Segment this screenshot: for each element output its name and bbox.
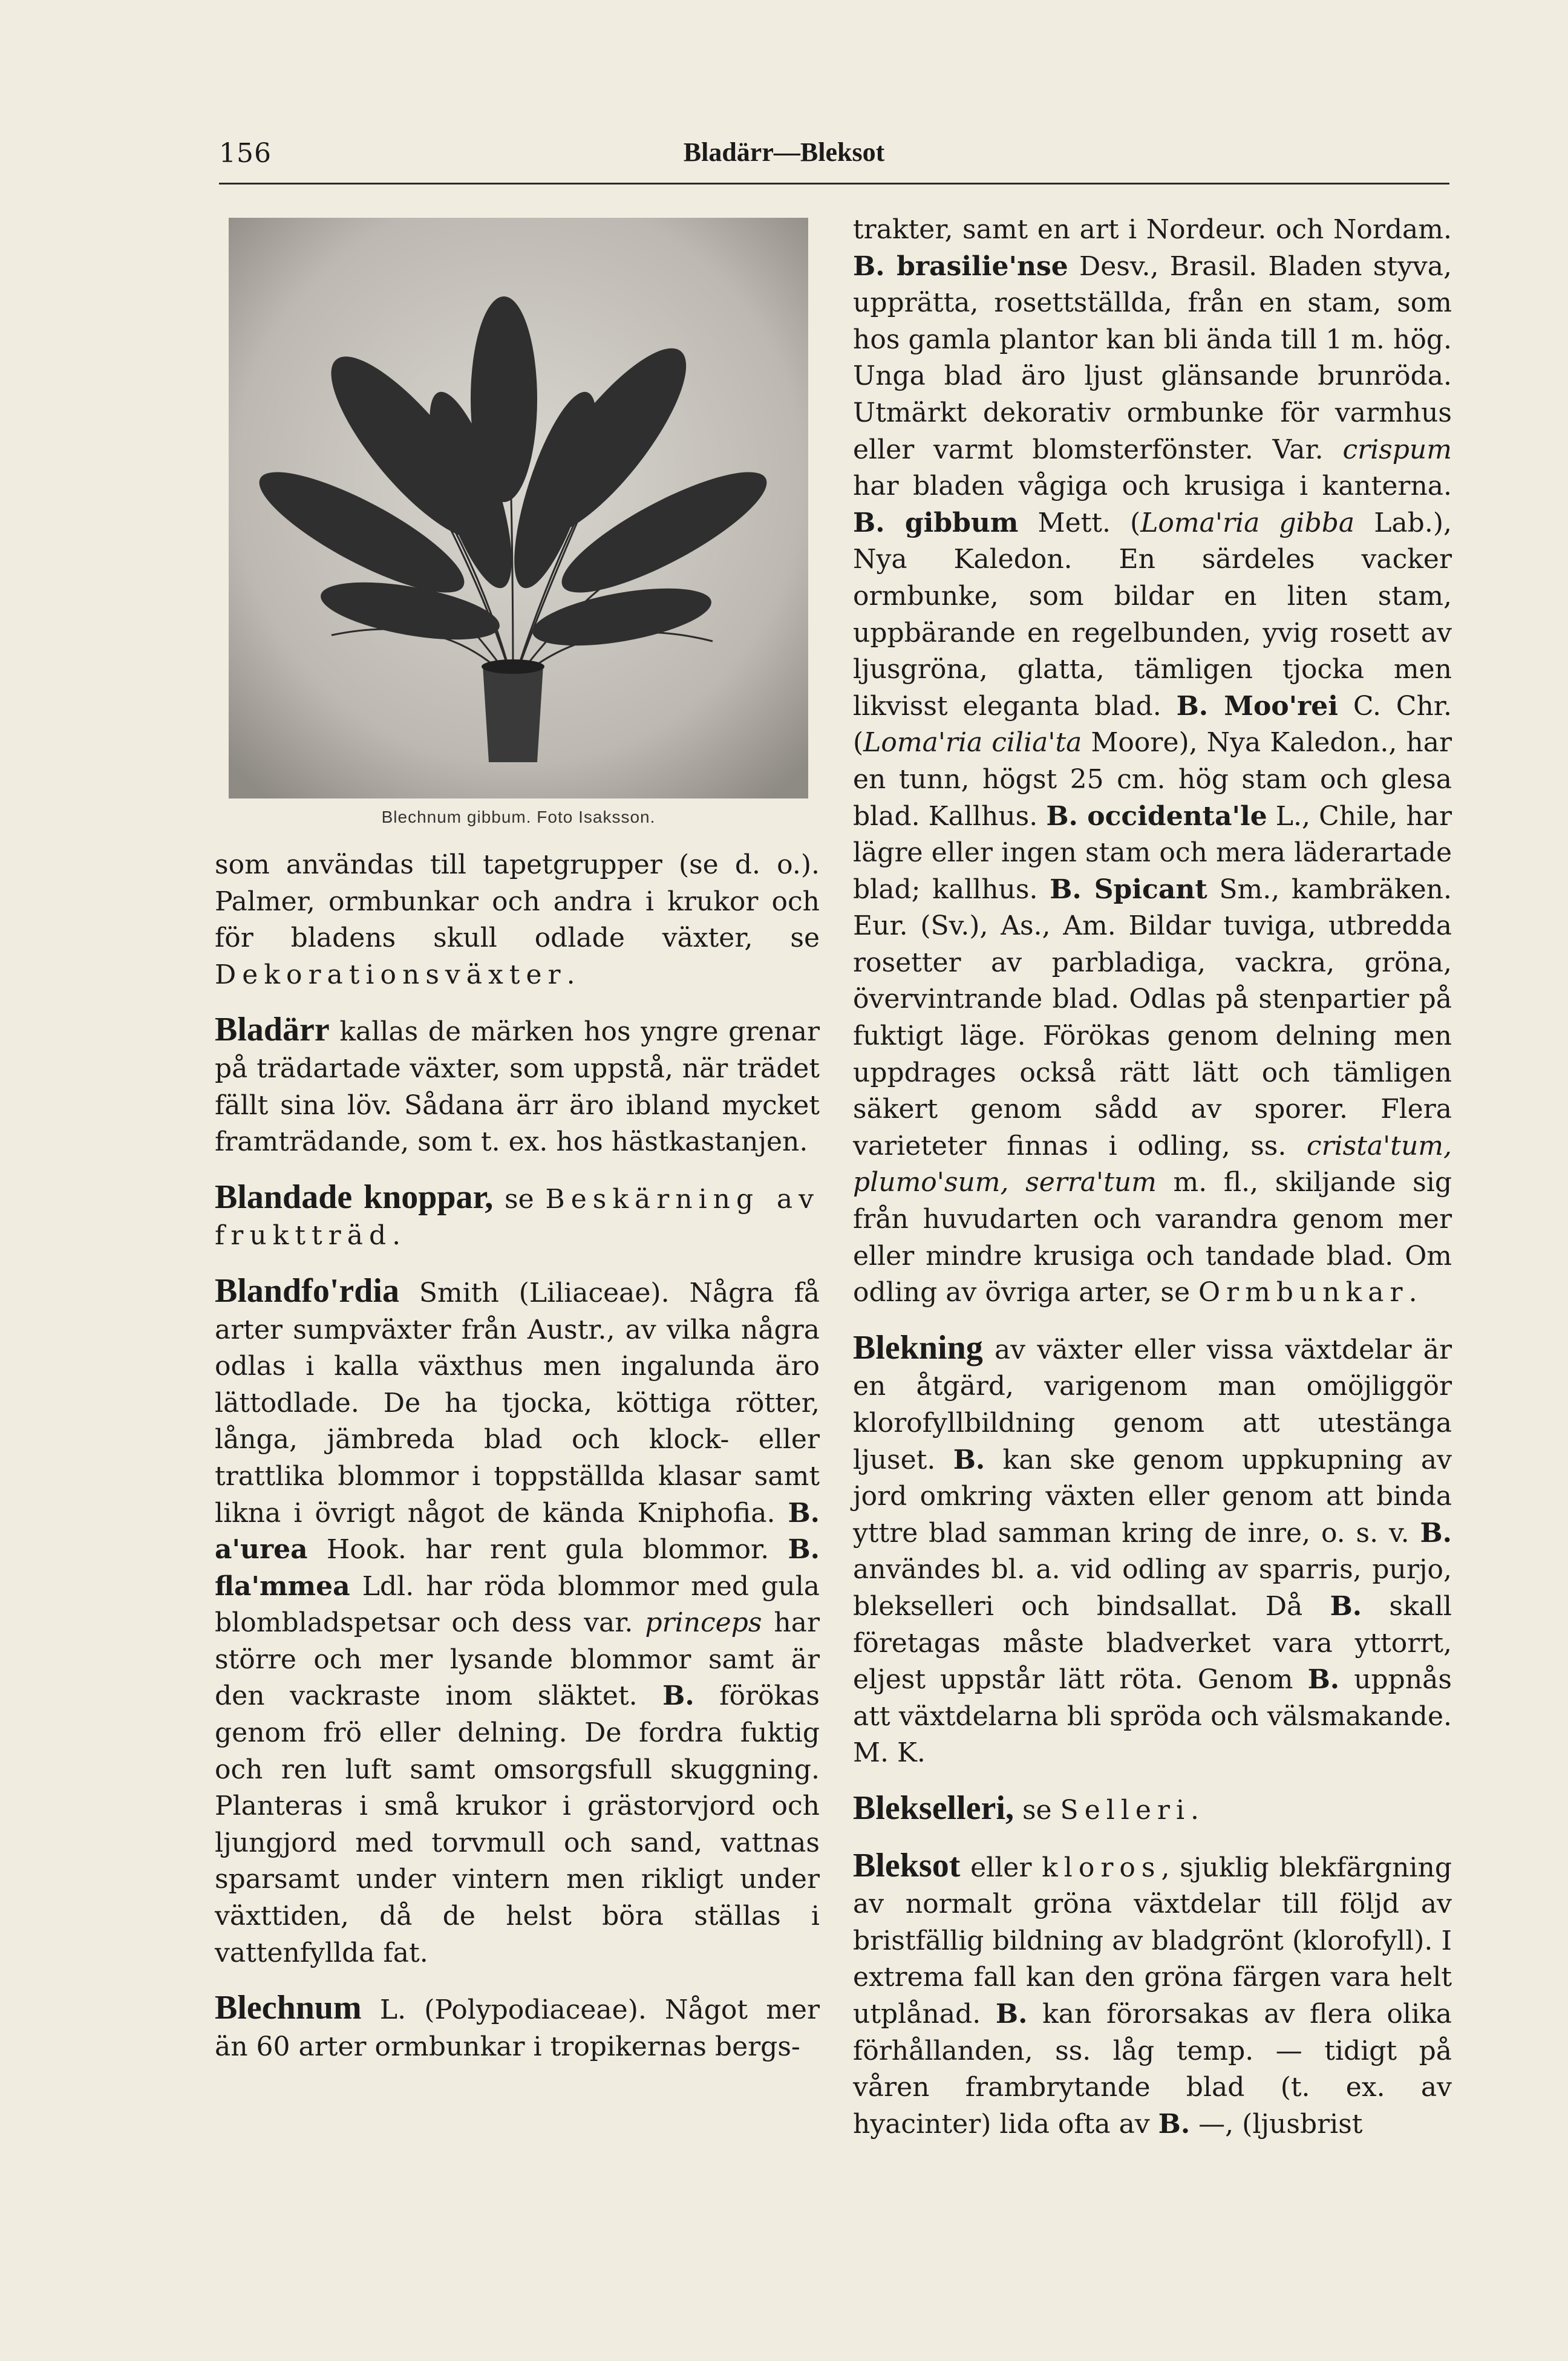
text: Lab.), Nya Kaledon. En särdeles vacker ormbunke, som bildar en liten stam, uppbärande en regelbunden, yvig rosett av ljusgröna, glatta, tämligen tjocka men likvisst eleganta blad. <box>853 507 1452 722</box>
abbrev: B. <box>953 1444 985 1475</box>
headword: Blekning <box>853 1328 983 1367</box>
text: eller <box>960 1852 1042 1883</box>
entry-bladarr <box>215 1011 820 1160</box>
text: . <box>1408 1277 1417 1308</box>
left-column <box>215 847 820 2083</box>
headword: Bleksot <box>853 1846 961 1884</box>
text: som användas till tapetgrupper (se d. o.). Palmer, ormbunkar och andra i krukor och för bladens skull odlade växter, se <box>215 849 820 954</box>
abbrev: B. <box>1158 2108 1191 2140</box>
text: uppnås att växtdelarna bli spröda och välsmakande. M. K. <box>853 1664 1452 1769</box>
synonym: Loma'ria gibba <box>1140 507 1355 538</box>
abbrev: B. <box>1330 1590 1362 1622</box>
text: Smith (Liliaceae). Några få arter sumpväxter från Austr., av vilka några odlas i kalla växthus men ingalunda äro lättodlade. De ha tjocka, köttiga rötter, långa, jämbreda blad och klock- eller trattlika blommor i toppställda klasar samt likna i övrigt något de kända Kniphofia. <box>215 1277 820 1529</box>
text: förökas genom frö eller delning. De fordra fuktig och ren luft samt omsorgsfull skuggning. Planteras i små krukor i grästorvjord och ljungjord med torvmull och sand, vattnas sparsamt under vintern men rikligt under växttiden, då de helst böra ställas i vattenfyllda fat. <box>215 1680 820 1968</box>
running-head: Bladärr—Bleksot <box>683 137 885 167</box>
text: har större och mer lysande blommor samt är den vackraste inom släktet. <box>215 1607 820 1712</box>
header-rule <box>219 183 1449 185</box>
entry-blandade-knoppar <box>215 1179 820 1255</box>
text: har bladen vågiga och krusiga i kanterna. <box>853 471 1452 502</box>
cross-reference: Ormbunkar <box>1198 1277 1409 1308</box>
text: Hook. har rent gula blommor. <box>307 1534 788 1566</box>
entry-blandfordia <box>215 1273 820 1971</box>
species-name: B. gibbum <box>853 507 1019 538</box>
text: m. fl., skiljande sig från huvudarten och varandra genom mer eller mindre krusiga och tandade blad. Om odling av övriga arter, se <box>853 1167 1452 1308</box>
text: . <box>392 1220 401 1252</box>
headword: Blekselleri, <box>853 1789 1014 1827</box>
text: . <box>1191 1794 1200 1826</box>
headword: Blechnum <box>215 1989 362 2027</box>
text: Moore), Nya Kaledon., har en tunn, högst 25 cm. hög stam och glesa blad. Kallhus. <box>853 727 1452 832</box>
page-header <box>0 0 1568 194</box>
text: se <box>493 1183 546 1215</box>
text: trakter, samt en art i Nordeur. och Nordam. <box>853 214 1452 245</box>
text: skall företagas måste bladverket vara yttorrt, eljest uppstår lätt röta. Genom <box>853 1590 1452 1696</box>
synonym: Loma'ria cilia'ta <box>863 727 1082 759</box>
headword: Bladärr <box>215 1011 330 1049</box>
species-name: B. Moo'rei <box>1176 690 1339 722</box>
cross-reference: Selleri <box>1060 1794 1191 1826</box>
variety-name: princeps <box>645 1607 762 1639</box>
entry-blekning <box>853 1330 1452 1772</box>
figure-caption: Blechnum gibbum. Foto Isaksson. <box>381 808 656 826</box>
entry-blechnum-continued <box>853 212 1452 1311</box>
text: C. Chr. ( <box>853 690 1452 759</box>
entry-bleksot <box>853 1847 1452 2143</box>
entry-continuation <box>215 847 820 993</box>
abbrev: B. <box>995 1998 1028 2030</box>
abbrev: B. <box>662 1680 694 1712</box>
fern-photo <box>229 218 808 798</box>
species-name: B. a'urea <box>215 1497 820 1566</box>
text: användes bl. a. vid odling av sparris, purjo, blekselleri och bindsallat. Då <box>853 1554 1452 1622</box>
species-name: B. occidenta'le <box>1046 800 1267 832</box>
text: kan ske genom uppkupning av jord omkring växten eller genom att binda yttre blad samman kring de inre, o. s. v. <box>853 1444 1452 1549</box>
species-name: B. fla'mmea <box>215 1534 820 1602</box>
text: kan förorsakas av flera olika förhållanden, ss. låg temp. — tidigt på våren frambrytande blad (t. ex. av hyacinter) lida ofta av <box>853 1998 1452 2140</box>
species-name: B. brasilie'nse <box>853 250 1068 282</box>
fern-image <box>229 218 808 798</box>
entry-blechnum <box>215 1990 820 2065</box>
text: , sjuklig blekfärgning av normalt gröna växtdelar till följd av bristfällig bildning av bladgrönt (klorofyll). I extrema fall kan den gröna färgen vara helt utplånad. <box>853 1852 1452 2030</box>
text: Ldl. har röda blommor med gula blombladspetsar och dess var. <box>215 1570 820 1639</box>
headword: Blandfo'rdia <box>215 1272 399 1310</box>
text: Sm., kambräken. Eur. (Sv.), As., Am. Bildar tuviga, utbredda rosetter av parbladiga, vackra, gröna, övervintrande blad. Odlas på stenpartier på fuktigt läge. Förökas genom delning men uppdrages också rätt lätt och tämligen säkert genom sådd av sporer. Flera varieteter finnas i odling, ss. <box>853 874 1452 1161</box>
right-column <box>853 212 1452 2161</box>
text: Mett. ( <box>1018 507 1141 538</box>
text: av växter eller vissa växtdelar är en åtgärd, varigenom man omöjliggör klorofyllbildning genom att utestänga ljuset. <box>853 1334 1452 1475</box>
text: . <box>566 959 575 990</box>
entry-blekselleri <box>853 1790 1452 1829</box>
headword: Blandade knoppar, <box>215 1178 494 1216</box>
species-name: B. Spicant <box>1050 874 1207 905</box>
synonym-term: kloros <box>1042 1852 1161 1883</box>
variety-names: crista'tum, plumo'sum, serra'tum <box>853 1130 1452 1198</box>
text: Desv., Brasil. Bladen styva, upprätta, rosettställda, från en stam, som hos gamla plantor kan bli ända till 1 m. hög. Unga blad äro ljust glänsande brunröda. Utmärkt dekorativ ormbunke för varmhus eller varmt blomsterfönster. Var. <box>853 250 1452 465</box>
text: kallas de märken hos yngre grenar på trädartade växter, som uppstå, när trädet fällt sina löv. Sådana ärr äro ibland mycket framträdande, som t. ex. hos hästkastanjen. <box>215 1016 820 1158</box>
text: L., Chile, har lägre eller ingen stam och mera läderartade blad; kallhus. <box>853 800 1452 905</box>
text: L. (Polypodiaceae). Något mer än 60 arter ormbunkar i tropikernas bergs- <box>215 1994 820 2062</box>
cross-reference: Dekorationsväxter <box>215 959 567 990</box>
abbrev: B. <box>1307 1664 1340 1696</box>
abbrev: B. <box>1420 1517 1452 1549</box>
cross-reference: Beskärning av fruktträd <box>215 1183 820 1252</box>
text: se <box>1013 1794 1060 1826</box>
page-number: 156 <box>219 138 272 169</box>
text: —, (ljusbrist <box>1190 2108 1363 2140</box>
variety-name: crispum <box>1342 434 1452 465</box>
